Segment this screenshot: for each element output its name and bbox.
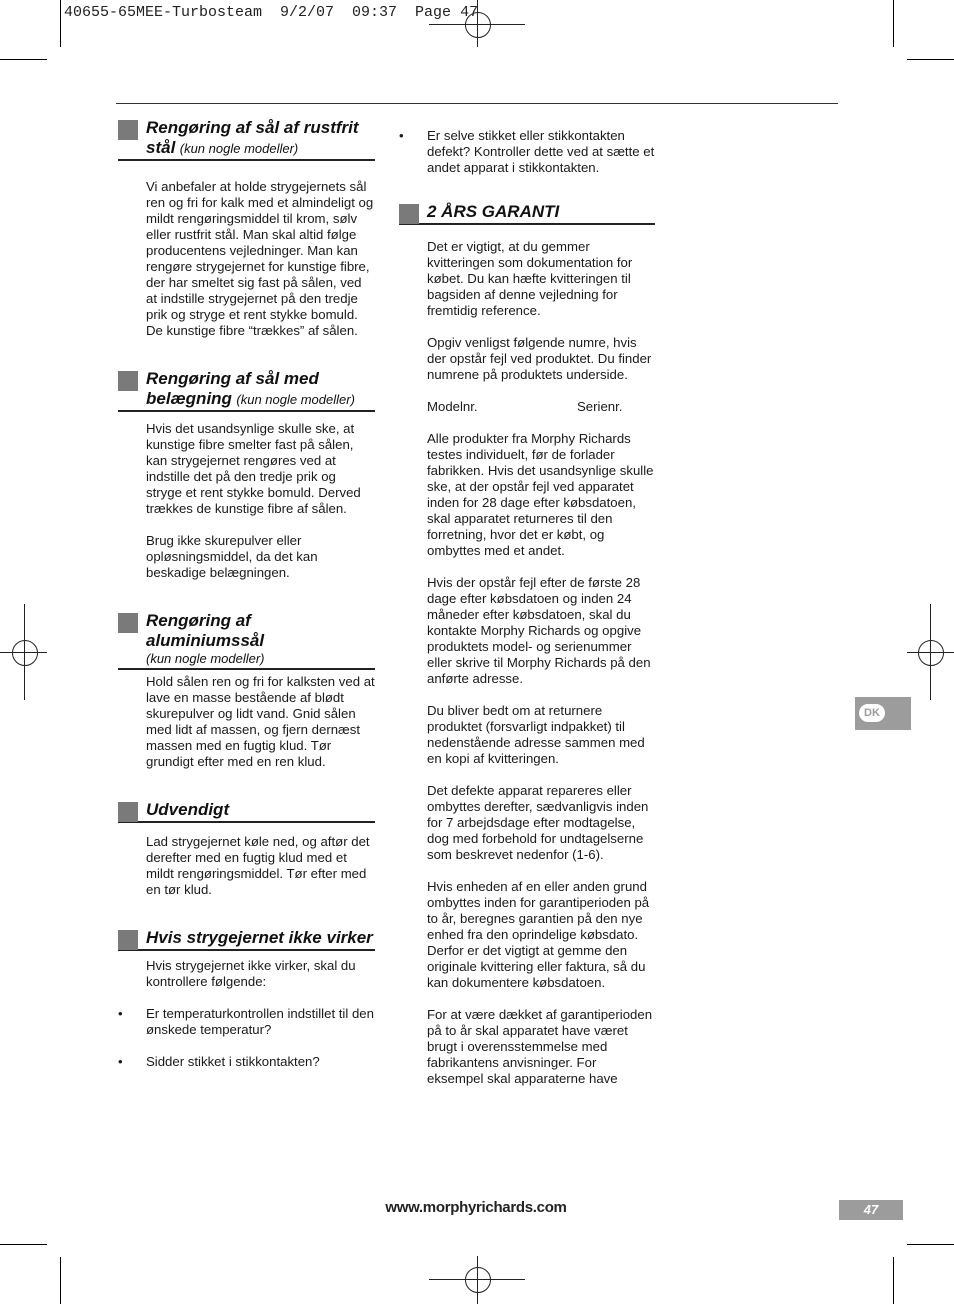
heading-note: (kun nogle modeller) bbox=[236, 392, 355, 407]
section-body bbox=[118, 958, 375, 1070]
paragraph: Brug ikke skurepulver eller opløsningsmiddel, da det kan beskadige belægningen. bbox=[146, 533, 318, 580]
section-body bbox=[118, 674, 375, 770]
paragraph: Opgiv venligst følgende numre, hvis der opstår fejl ved produktet. Du finder numrene på produktets underside. bbox=[427, 335, 652, 382]
heading-text: Rengøring af sål med belægning bbox=[146, 369, 319, 408]
registration-mark-bottom bbox=[465, 1267, 491, 1293]
heading-note: (kun nogle modeller) bbox=[179, 141, 299, 156]
serial-label: Serienr. bbox=[577, 399, 623, 414]
crop-mark bbox=[893, 0, 894, 47]
list-item bbox=[118, 1006, 375, 1038]
section-body bbox=[399, 128, 655, 176]
crop-mark bbox=[60, 1257, 61, 1304]
crop-mark bbox=[907, 59, 954, 60]
heading-square bbox=[118, 930, 138, 950]
left-column bbox=[118, 118, 375, 1070]
model-label: Modelnr. bbox=[427, 399, 478, 414]
bullet-dot: • bbox=[118, 1054, 123, 1069]
crop-mark bbox=[0, 1244, 47, 1245]
crop-mark bbox=[60, 0, 61, 47]
heading-text: Udvendigt bbox=[146, 800, 230, 819]
right-column bbox=[399, 128, 655, 1087]
print-slug: 40655-65MEE-Turbosteam 9/2/07 09:37 Page 47 bbox=[64, 4, 479, 21]
heading-text: Hvis strygejernet ikke virker bbox=[146, 928, 373, 947]
list-item-text: Er temperaturkontrollen indstillet til den ønskede temperatur? bbox=[146, 1006, 374, 1037]
paragraph: Hvis strygejernet ikke virker, skal du kontrollere følgende: bbox=[146, 958, 356, 989]
crop-mark bbox=[893, 1257, 894, 1304]
registration-mark-right bbox=[918, 640, 944, 666]
paragraph: Vi anbefaler at holde strygejernets sål ren og fri for kalk med et almindeligt og mildt rengøringsmiddel til krom, sølv eller rustfrit stål. Man skal altid følge producentens vejledninger. Man kan rengøre strygejernet for kunstige fibre, der har smeltet sig fast på sålen, ved at indstille strygejernet på den tredje prik og stryge et rent stykke bomuld. De kunstige fibre “trækkes” af sålen. bbox=[146, 179, 374, 338]
paragraph: Det defekte apparat repareres eller ombyttes derefter, sædvanligvis inden for 7 arbejdsdage efter modtagelse, dog med forbehold for undtagelserne som beskrevet nedenfor (1-6). bbox=[427, 783, 649, 862]
heading-square bbox=[118, 371, 138, 391]
heading-square bbox=[118, 613, 138, 633]
paragraph: Hvis der opstår fejl efter de første 28 dage efter købsdatoen og inden 24 måneder efter købsdatoen, skal du kontakte Morphy Richards og opgive produktets model- og serienummer eller skrive til Morphy Richards på den anførte adresse. bbox=[427, 575, 651, 686]
registration-line bbox=[930, 604, 931, 700]
heading-note: (kun nogle modeller) bbox=[146, 651, 265, 666]
section-body bbox=[118, 179, 375, 339]
registration-mark-left bbox=[12, 640, 38, 666]
paragraph: Hvis enheden af en eller anden grund ombyttes inden for garantiperioden på to år, beregnes garantien på den nye enhed fra den oprindelige købsdato. Derfor er det vigtigt at gemme den originale kvittering eller faktura, så du kan dokumentere købsdatoen. bbox=[427, 879, 650, 990]
paragraph: Hold sålen ren og fri for kalksten ved at lave en masse bestående af blødt skurepulver og lidt vand. Gnid sålen med lidt af massen, og fjern dernæst massen med en fugtig klud. Tør grundigt efter med en ren klud. bbox=[146, 674, 375, 769]
paragraph: Hvis det usandsynlige skulle ske, at kunstige fibre smelter fast på sålen, kan strygejernet rengøres ved at indstille det på den tredje prik og stryge et rent stykke bomuld. Derved trækkes de kunstige fibre af sålen. bbox=[146, 421, 361, 516]
language-tab bbox=[855, 697, 911, 730]
section-body bbox=[118, 834, 375, 898]
section-heading bbox=[118, 118, 375, 161]
registration-line bbox=[24, 604, 25, 700]
page-number: 47 bbox=[839, 1200, 903, 1220]
heading-square bbox=[399, 204, 419, 224]
registration-line bbox=[477, 1256, 478, 1304]
list-item-text: Sidder stikket i stikkontakten? bbox=[146, 1054, 320, 1069]
paragraph: Lad strygejernet køle ned, og aftør det derefter med en fugtig klud med et mildt rengøringsmiddel. Tør efter med en tør klud. bbox=[146, 834, 370, 897]
paragraph: For at være dækket af garantiperioden på to år skal apparatet have været brugt i overensstemmelse med fabrikantens anvisninger. For eksempel skal apparaterne have bbox=[427, 1007, 653, 1086]
section-body bbox=[399, 239, 655, 1087]
heading-square bbox=[118, 802, 138, 822]
section-heading bbox=[118, 928, 375, 951]
section-heading bbox=[118, 611, 375, 670]
language-badge: DK bbox=[859, 704, 885, 722]
list-item-text: Er selve stikket eller stikkontakten defekt? Kontroller dette ved at sætte et andet apparat i stikkontakten. bbox=[427, 128, 655, 175]
list-item bbox=[118, 1054, 375, 1070]
heading-text: Rengøring af aluminiumssål bbox=[146, 611, 265, 650]
bullet-dot: • bbox=[118, 1006, 123, 1021]
heading-square bbox=[118, 120, 138, 140]
section-heading bbox=[118, 369, 375, 412]
section-heading bbox=[118, 800, 375, 823]
paragraph: Alle produkter fra Morphy Richards testes individuelt, før de forlader fabrikken. Hvis det usandsynlige skulle ske, at der opstår fejl ved apparatet inden for 28 dage efter købsdatoen, skal apparatet returneres til den forretning, hvor det er købt, og ombyttes med et andet. bbox=[427, 431, 654, 558]
heading-text: 2 ÅRS GARANTI bbox=[427, 202, 560, 221]
section-heading bbox=[399, 202, 655, 225]
header-rule bbox=[116, 103, 838, 104]
bullet-dot: • bbox=[399, 128, 404, 143]
website-link[interactable]: www.morphyrichards.com bbox=[385, 1199, 567, 1216]
model-serial-row bbox=[427, 399, 655, 415]
heading-text: Rengøring af sål af rustfrit stål bbox=[146, 118, 359, 157]
crop-mark bbox=[0, 59, 47, 60]
crop-mark bbox=[907, 1244, 954, 1245]
paragraph: Det er vigtigt, at du gemmer kvitteringen som dokumentation for købet. Du kan hæfte kvitteringen til bagsiden af denne vejledning for fremtidig reference. bbox=[427, 239, 633, 318]
list-item bbox=[399, 128, 655, 176]
paragraph: Du bliver bedt om at returnere produktet (forsvarligt indpakket) til nedenstående adresse sammen med en kopi af kvitteringen. bbox=[427, 703, 645, 766]
section-body bbox=[118, 421, 375, 581]
